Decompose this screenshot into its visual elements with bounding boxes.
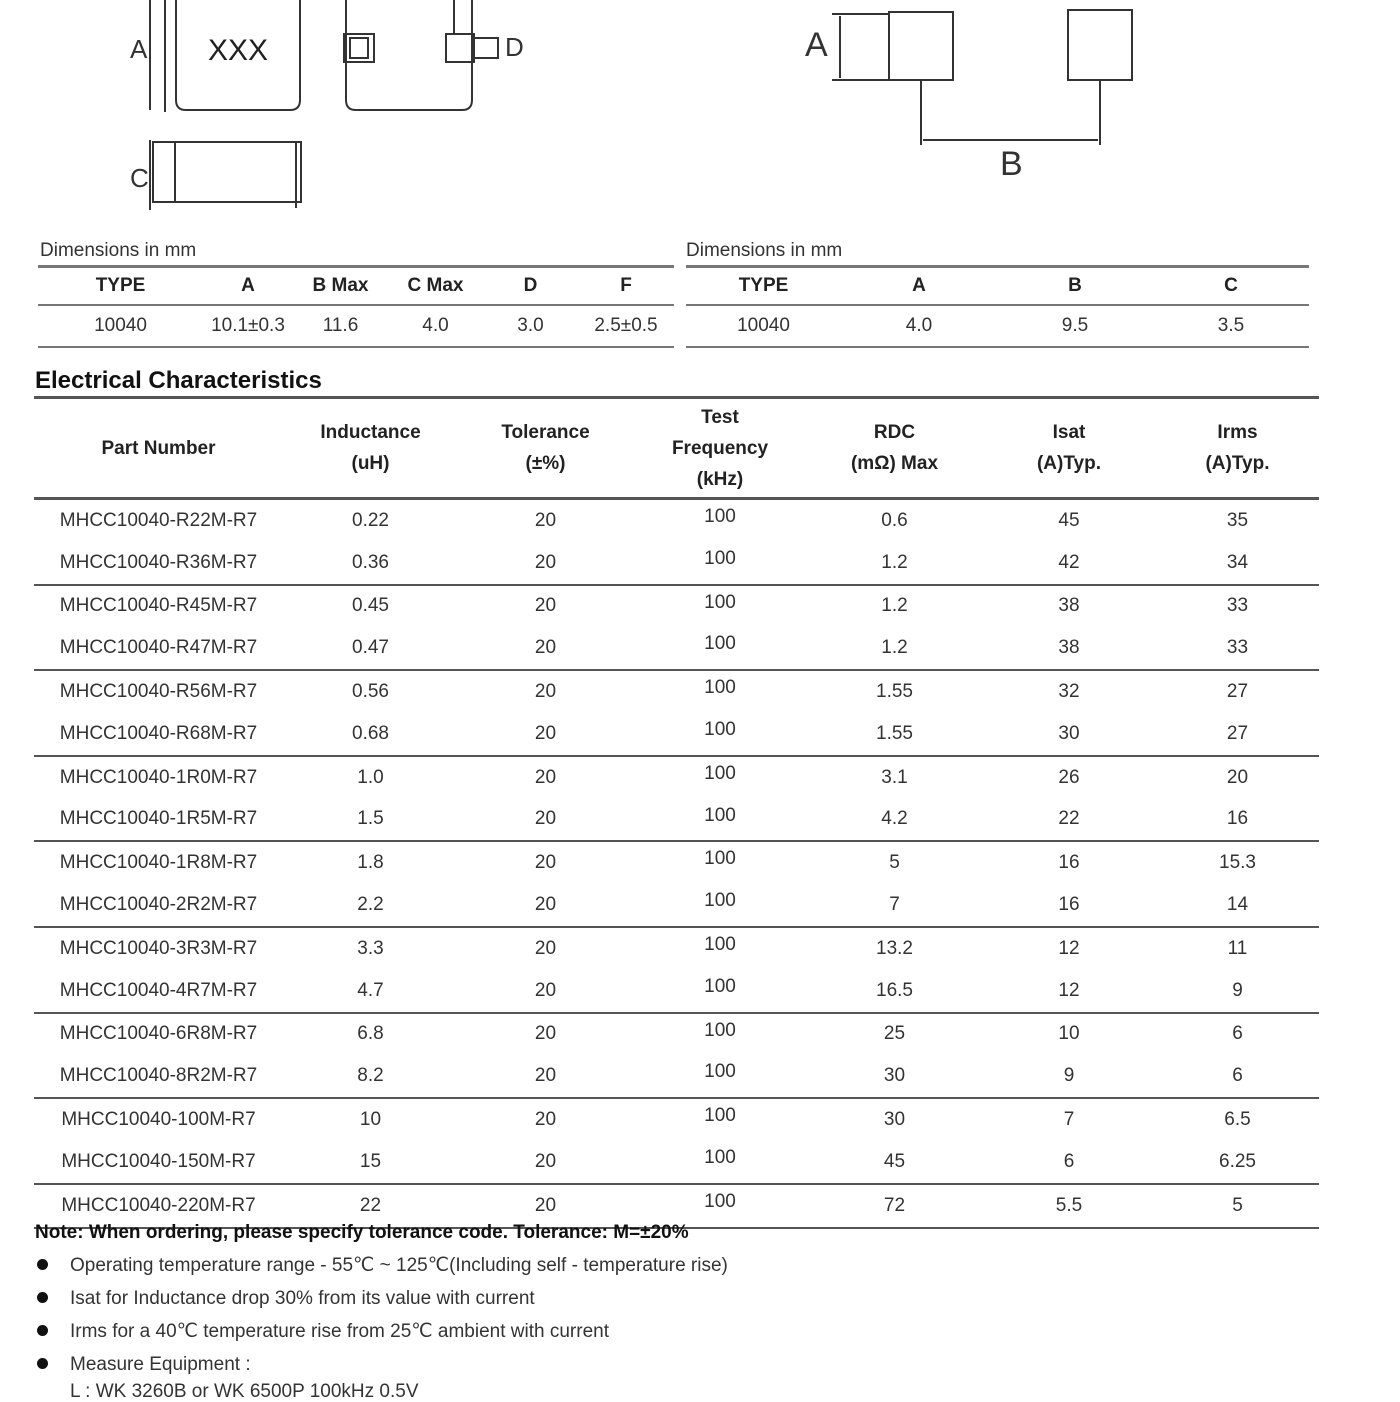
table-cell: 34 [1226, 551, 1249, 573]
table-row [34, 1098, 1319, 1141]
table-cell: 4.2 [881, 808, 908, 830]
dim-cell: 11.6 [322, 315, 359, 336]
pad-label-b: B [1000, 145, 1023, 183]
electrical-characteristics-table [34, 396, 1319, 1229]
table-row [34, 799, 1319, 842]
table-cell: 11 [1227, 937, 1248, 959]
table-cell: 6.8 [357, 1023, 384, 1045]
table-cell: 1.55 [876, 681, 913, 703]
table-cell: MHCC10040-100M-R7 [61, 1109, 256, 1131]
inductor-side-view [344, 0, 498, 110]
table-cell: 0.22 [352, 509, 389, 531]
table-cell: 100 [704, 591, 736, 613]
table-cell: MHCC10040-R36M-R7 [59, 551, 258, 573]
table-cell: 100 [704, 975, 736, 997]
column-header-line: Inductance [320, 422, 421, 443]
table-cell: 26 [1058, 766, 1080, 788]
table-cell: MHCC10040-R45M-R7 [59, 595, 258, 617]
table-cell: 20 [534, 595, 557, 617]
table-row [34, 1184, 1319, 1228]
table-row [34, 585, 1319, 628]
table-cell: 16 [1058, 852, 1080, 874]
table-cell: 100 [704, 1146, 736, 1168]
table-cell: 30 [883, 1065, 906, 1087]
table-cell: MHCC10040-2R2M-R7 [59, 894, 258, 916]
table-row [34, 1055, 1319, 1098]
table-cell: 7 [889, 894, 900, 916]
column-header-line: Isat [1052, 422, 1086, 443]
note-item: Isat for Inductance drop 30% from its value with current [34, 1282, 1034, 1315]
table-cell: 12 [1058, 979, 1080, 1001]
table-cell: 6 [1232, 1065, 1243, 1087]
note-item: Operating temperature range - 55℃ ~ 125℃(Including self - temperature rise) [34, 1249, 1034, 1282]
table-cell: 25 [883, 1023, 906, 1045]
table-row [34, 841, 1319, 884]
table-cell: 20 [534, 681, 557, 703]
table-cell: 72 [883, 1194, 906, 1216]
column-header-line: (A)Typ. [1036, 453, 1102, 474]
table-cell: 2.2 [357, 894, 384, 916]
dim-cell: 10040 [94, 315, 147, 336]
dim-header: B Max [312, 275, 369, 296]
table-cell: MHCC10040-R47M-R7 [59, 637, 258, 659]
table-cell: 100 [704, 677, 736, 699]
column-header-line: (uH) [351, 453, 390, 474]
land-pattern [832, 10, 1132, 145]
table-cell: 20 [534, 722, 557, 744]
column-header [34, 398, 283, 499]
table-row [34, 1141, 1319, 1184]
table-cell: MHCC10040-1R5M-R7 [59, 808, 258, 830]
table-cell: 0.36 [352, 551, 389, 573]
table-cell: 5 [1232, 1194, 1243, 1216]
dim-cell: 10.1±0.3 [211, 315, 285, 336]
table-cell: 20 [534, 852, 557, 874]
bullet-icon [37, 1358, 48, 1369]
table-cell: 3.3 [357, 937, 384, 959]
dim-cell: 3.5 [1217, 315, 1245, 336]
table-cell: MHCC10040-1R0M-R7 [59, 766, 258, 788]
dim-header: A [912, 275, 926, 296]
table-cell: 22 [359, 1194, 382, 1216]
column-header [633, 398, 807, 499]
column-header-line: (kHz) [696, 468, 744, 490]
table-cell: 20 [534, 551, 557, 573]
column-header [982, 398, 1156, 499]
column-header-line: (±%) [525, 453, 566, 474]
table-cell: 0.68 [352, 722, 389, 744]
table-cell: 6 [1063, 1150, 1075, 1172]
table-cell: 1.2 [881, 595, 908, 617]
column-header [807, 398, 982, 499]
pad-label-a: A [805, 26, 828, 64]
table-cell: MHCC10040-150M-R7 [61, 1150, 256, 1172]
table-cell: 20 [1226, 766, 1249, 788]
note-item: Irms for a 40℃ temperature rise from 25℃ ambient with current [34, 1315, 1034, 1348]
table-cell: 27 [1226, 681, 1249, 703]
table-cell: 20 [534, 1023, 557, 1045]
table-cell: 7 [1063, 1109, 1075, 1131]
column-header [283, 398, 458, 499]
table-row [34, 756, 1319, 799]
table-row [34, 627, 1319, 670]
table-cell: 100 [704, 1061, 736, 1083]
table-cell: 6.5 [1224, 1109, 1251, 1131]
table-cell: 20 [534, 1065, 557, 1087]
table-cell: 100 [704, 1019, 736, 1041]
table-cell: 16 [1226, 808, 1249, 830]
column-header-line: (A)Typ. [1205, 453, 1270, 474]
table-cell: MHCC10040-8R2M-R7 [59, 1065, 258, 1087]
table-cell: 32 [1058, 681, 1080, 703]
table-cell: 42 [1058, 551, 1080, 573]
table-row [34, 970, 1319, 1013]
table-cell: 1.5 [357, 808, 384, 830]
table-cell: 100 [704, 633, 736, 655]
table-cell: 45 [1058, 509, 1080, 531]
table-cell: MHCC10040-3R3M-R7 [59, 937, 258, 959]
dim-cell: 3.0 [517, 315, 544, 336]
table-cell: 20 [534, 766, 557, 788]
dimensions-caption-right: Dimensions in mm [686, 240, 843, 261]
column-header-line: Irms [1217, 422, 1258, 443]
table-cell: 0.47 [352, 637, 389, 659]
dim-label-c: C [130, 163, 149, 193]
table-cell: MHCC10040-6R8M-R7 [59, 1023, 258, 1045]
dim-cell: 10040 [737, 315, 790, 336]
table-cell: 20 [534, 1194, 557, 1216]
table-cell: 1.2 [881, 637, 908, 659]
table-cell: 35 [1226, 509, 1249, 531]
table-cell: 5.5 [1055, 1194, 1083, 1216]
table-cell: 0.45 [352, 595, 389, 617]
ordering-note: Note: When ordering, please specify tolerance code. Tolerance: M=±20% [35, 1222, 689, 1243]
table-cell: 100 [704, 547, 736, 569]
column-header [1156, 398, 1319, 499]
table-cell: MHCC10040-1R8M-R7 [59, 852, 258, 874]
table-cell: MHCC10040-R68M-R7 [59, 722, 258, 744]
dim-cell: 9.5 [1061, 315, 1089, 336]
dimensions-caption-left: Dimensions in mm [40, 240, 197, 261]
dim-header: TYPE [738, 275, 789, 296]
column-header [458, 398, 633, 499]
dimensions-table-right [686, 265, 1309, 348]
table-cell: 1.2 [881, 551, 908, 573]
table-cell: 5 [889, 852, 900, 874]
column-header-line: RDC [873, 422, 916, 443]
table-cell: 100 [704, 762, 736, 784]
dim-header: C Max [407, 275, 464, 296]
dim-header: B [1068, 275, 1082, 296]
table-cell: 20 [534, 979, 557, 1001]
table-row [34, 927, 1319, 970]
table-cell: 100 [704, 1105, 736, 1127]
table-cell: 100 [704, 890, 736, 912]
measure-equipment-detail: L : WK 3260B or WK 6500P 100kHz 0.5V [70, 1381, 419, 1402]
table-cell: 16 [1058, 894, 1080, 916]
column-header-line: (mΩ) Max [850, 453, 939, 474]
table-cell: 30 [1058, 722, 1080, 744]
table-cell: 6.25 [1219, 1150, 1256, 1172]
table-cell: 1.55 [876, 722, 913, 744]
table-cell: 12 [1058, 937, 1080, 959]
table-cell: 100 [704, 804, 736, 826]
table-cell: 100 [704, 718, 736, 740]
table-cell: 0.56 [352, 681, 389, 703]
table-cell: 45 [883, 1150, 906, 1172]
table-cell: 22 [1058, 808, 1080, 830]
table-cell: MHCC10040-R56M-R7 [59, 681, 258, 703]
table-cell: 8.2 [357, 1065, 384, 1087]
table-cell: 20 [534, 808, 557, 830]
table-cell: MHCC10040-220M-R7 [61, 1194, 256, 1216]
table-cell: 14 [1226, 894, 1249, 916]
dim-label-d: D [505, 32, 524, 62]
note-item: Measure Equipment : [34, 1348, 1034, 1381]
dim-label-a: A [130, 34, 148, 64]
dimensions-table-left [38, 265, 674, 348]
column-header-line: Part Number [101, 437, 216, 459]
table-cell: 33 [1226, 595, 1249, 617]
part-marking: XXX [208, 34, 269, 67]
table-cell: 20 [534, 637, 557, 659]
table-row [34, 499, 1319, 542]
dimension-drawings [0, 0, 1400, 240]
bullet-icon [37, 1325, 48, 1336]
table-cell: 3.1 [881, 766, 908, 788]
table-cell: 38 [1058, 595, 1080, 617]
dim-cell: 2.5±0.5 [594, 315, 658, 336]
table-cell: 13.2 [876, 937, 913, 959]
table-cell: 15 [359, 1150, 382, 1172]
table-cell: 20 [534, 937, 557, 959]
table-row [34, 542, 1319, 585]
column-header-line: Test [701, 406, 739, 428]
table-cell: 20 [534, 1109, 557, 1131]
section-title: Electrical Characteristics [35, 367, 322, 394]
notes-list [34, 1249, 1034, 1381]
table-cell: 100 [704, 933, 736, 955]
table-cell: 33 [1226, 637, 1249, 659]
table-cell: 20 [534, 1150, 557, 1172]
dim-cell: 4.0 [422, 315, 449, 336]
inductor-bottom-view [150, 140, 301, 210]
table-cell: 9 [1063, 1065, 1075, 1087]
table-cell: 10 [359, 1109, 382, 1131]
table-cell: 100 [704, 506, 736, 527]
table-cell: 0.6 [881, 509, 908, 531]
table-row [34, 1013, 1319, 1056]
table-row [34, 884, 1319, 927]
table-cell: 38 [1058, 637, 1080, 659]
table-cell: 30 [883, 1109, 906, 1131]
table-row [34, 670, 1319, 713]
table-cell: MHCC10040-4R7M-R7 [59, 979, 258, 1001]
table-cell: 6 [1232, 1023, 1243, 1045]
table-cell: 4.7 [357, 979, 384, 1001]
dim-header: TYPE [95, 275, 146, 296]
table-cell: 15.3 [1219, 852, 1256, 874]
table-cell: 100 [704, 848, 736, 870]
table-cell: 20 [534, 509, 557, 531]
dim-cell: 4.0 [905, 315, 933, 336]
dim-header: D [523, 275, 538, 296]
bullet-icon [37, 1292, 48, 1303]
column-header-line: Tolerance [501, 422, 590, 443]
table-cell: MHCC10040-R22M-R7 [59, 509, 258, 531]
dim-header: C [1224, 275, 1238, 296]
table-cell: 16.5 [876, 979, 913, 1001]
table-cell: 20 [534, 894, 557, 916]
dim-header: A [241, 275, 255, 296]
table-cell: 10 [1058, 1023, 1080, 1045]
table-cell: 9 [1232, 979, 1243, 1001]
table-cell: 1.8 [357, 852, 384, 874]
table-cell: 27 [1226, 722, 1249, 744]
table-row [34, 713, 1319, 756]
table-cell: 1.0 [357, 766, 384, 788]
column-header-line: Frequency [671, 437, 769, 459]
dim-header: F [620, 275, 632, 296]
bullet-icon [37, 1259, 48, 1270]
table-cell: 100 [704, 1190, 736, 1212]
